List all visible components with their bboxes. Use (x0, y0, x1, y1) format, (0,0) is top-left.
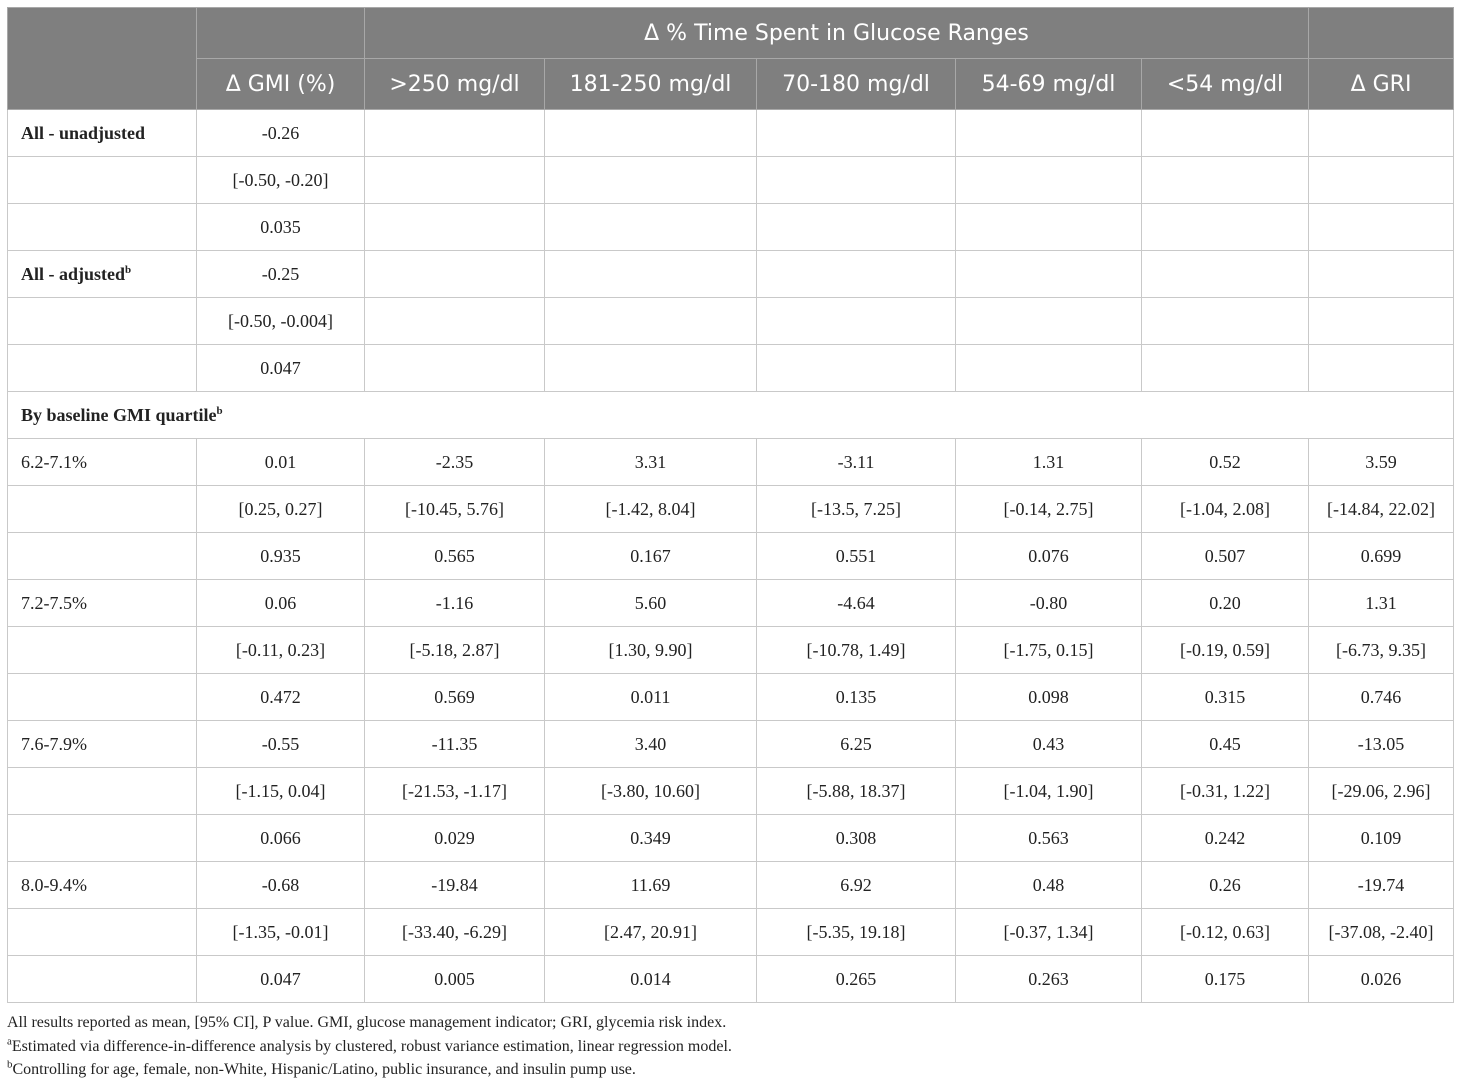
footnote-a (7, 1035, 1453, 1059)
footnote-mark: b (125, 263, 132, 276)
table-row (8, 768, 1454, 815)
empty-cell (365, 157, 545, 204)
empty-cell (8, 204, 197, 251)
cell-gt250-p: 0.565 (365, 533, 545, 580)
row-label-quartile: 7.2-7.5% (8, 580, 197, 627)
cell-54-69-ci: [-0.14, 2.75] (956, 486, 1142, 533)
cell-54-69-ci: [-0.37, 1.34] (956, 909, 1142, 956)
cell-70-180-mean: 6.25 (757, 721, 956, 768)
empty-cell (8, 627, 197, 674)
empty-cell (545, 298, 757, 345)
cell-gmi-ci: [-1.35, -0.01] (197, 909, 365, 956)
empty-cell (1142, 298, 1309, 345)
empty-cell (757, 110, 956, 157)
cell-gt250-mean: -19.84 (365, 862, 545, 909)
header-blank-cell (8, 8, 197, 110)
cell-lt54-p: 0.315 (1142, 674, 1309, 721)
header-gri-top (1309, 8, 1454, 59)
cell-gt250-ci: [-33.40, -6.29] (365, 909, 545, 956)
cell-lt54-mean: 0.20 (1142, 580, 1309, 627)
table-row (8, 862, 1454, 909)
row-label-quartile: 8.0-9.4% (8, 862, 197, 909)
cell-gmi-mean: -0.68 (197, 862, 365, 909)
section-label-quartile-text: By baseline GMI quartile (21, 404, 217, 425)
results-table (7, 7, 1454, 1003)
cell-54-69-p: 0.563 (956, 815, 1142, 862)
empty-cell (8, 345, 197, 392)
cell-54-69-mean: -0.80 (956, 580, 1142, 627)
header-range-lt54: <54 mg/dl (1142, 59, 1309, 110)
empty-cell (1309, 204, 1454, 251)
table-row (8, 486, 1454, 533)
cell-70-180-ci: [-10.78, 1.49] (757, 627, 956, 674)
cell-gri-p: 0.026 (1309, 956, 1454, 1003)
empty-cell (1142, 157, 1309, 204)
cell-181-250-mean: 11.69 (545, 862, 757, 909)
cell-gmi-mean: 0.01 (197, 439, 365, 486)
cell-181-250-p: 0.011 (545, 674, 757, 721)
cell-70-180-ci: [-5.35, 19.18] (757, 909, 956, 956)
header-gri: Δ GRI (1309, 59, 1454, 110)
cell-gri-mean: 3.59 (1309, 439, 1454, 486)
cell-54-69-ci: [-1.04, 1.90] (956, 768, 1142, 815)
cell-181-250-mean: 3.40 (545, 721, 757, 768)
empty-cell (8, 486, 197, 533)
empty-cell (365, 345, 545, 392)
table-footnotes (7, 1011, 1453, 1082)
cell-gmi-mean: -0.55 (197, 721, 365, 768)
cell-gt250-p: 0.005 (365, 956, 545, 1003)
row-label-quartile: 7.6-7.9% (8, 721, 197, 768)
cell-70-180-p: 0.308 (757, 815, 956, 862)
table-row (8, 580, 1454, 627)
row-label-adjusted (8, 251, 197, 298)
cell-gmi-ci: [0.25, 0.27] (197, 486, 365, 533)
cell-gmi-mean: -0.26 (197, 110, 365, 157)
empty-cell (1142, 204, 1309, 251)
table-row (8, 439, 1454, 486)
header-range-54-69: 54-69 mg/dl (956, 59, 1142, 110)
table-row (8, 674, 1454, 721)
empty-cell (1309, 110, 1454, 157)
footnote-a-mark: a (7, 1035, 12, 1048)
cell-54-69-ci: [-1.75, 0.15] (956, 627, 1142, 674)
empty-cell (757, 157, 956, 204)
cell-gri-ci: [-29.06, 2.96] (1309, 768, 1454, 815)
cell-181-250-ci: [1.30, 9.90] (545, 627, 757, 674)
table-row (8, 721, 1454, 768)
cell-lt54-ci: [-0.19, 0.59] (1142, 627, 1309, 674)
cell-lt54-p: 0.242 (1142, 815, 1309, 862)
header-range-181-250: 181-250 mg/dl (545, 59, 757, 110)
cell-181-250-p: 0.167 (545, 533, 757, 580)
cell-181-250-mean: 5.60 (545, 580, 757, 627)
cell-70-180-p: 0.265 (757, 956, 956, 1003)
cell-lt54-p: 0.507 (1142, 533, 1309, 580)
cell-54-69-mean: 1.31 (956, 439, 1142, 486)
table-row (8, 251, 1454, 298)
section-label-quartile (8, 392, 1454, 439)
cell-gt250-ci: [-21.53, -1.17] (365, 768, 545, 815)
footnote-b (7, 1058, 1453, 1082)
cell-gri-mean: -13.05 (1309, 721, 1454, 768)
cell-70-180-mean: 6.92 (757, 862, 956, 909)
cell-54-69-mean: 0.43 (956, 721, 1142, 768)
empty-cell (956, 251, 1142, 298)
empty-cell (956, 298, 1142, 345)
cell-gmi-mean: 0.06 (197, 580, 365, 627)
empty-cell (956, 110, 1142, 157)
cell-181-250-p: 0.014 (545, 956, 757, 1003)
cell-lt54-ci: [-0.12, 0.63] (1142, 909, 1309, 956)
empty-cell (1142, 251, 1309, 298)
empty-cell (757, 251, 956, 298)
empty-cell (545, 204, 757, 251)
cell-gt250-mean: -1.16 (365, 580, 545, 627)
cell-gri-mean: -19.74 (1309, 862, 1454, 909)
row-label-unadjusted: All - unadjusted (8, 110, 197, 157)
cell-lt54-p: 0.175 (1142, 956, 1309, 1003)
cell-gmi-ci: [-0.50, -0.004] (197, 298, 365, 345)
row-label-quartile: 6.2-7.1% (8, 439, 197, 486)
cell-70-180-p: 0.551 (757, 533, 956, 580)
empty-cell (545, 110, 757, 157)
table-header (8, 8, 1454, 110)
empty-cell (1309, 345, 1454, 392)
empty-cell (956, 204, 1142, 251)
empty-cell (365, 251, 545, 298)
cell-gt250-p: 0.029 (365, 815, 545, 862)
table-row (8, 627, 1454, 674)
cell-181-250-p: 0.349 (545, 815, 757, 862)
empty-cell (365, 298, 545, 345)
results-table-container (7, 7, 1453, 1082)
cell-lt54-mean: 0.26 (1142, 862, 1309, 909)
footnote-a-text: Estimated via difference-in-difference analysis by clustered, robust variance estimation, linear regression model. (11, 1037, 732, 1055)
empty-cell (8, 298, 197, 345)
table-row (8, 956, 1454, 1003)
cell-70-180-ci: [-5.88, 18.37] (757, 768, 956, 815)
empty-cell (956, 345, 1142, 392)
empty-cell (8, 815, 197, 862)
empty-cell (8, 157, 197, 204)
cell-lt54-mean: 0.52 (1142, 439, 1309, 486)
empty-cell (8, 909, 197, 956)
empty-cell (545, 157, 757, 204)
cell-gmi-p: 0.472 (197, 674, 365, 721)
cell-54-69-p: 0.076 (956, 533, 1142, 580)
cell-70-180-mean: -3.11 (757, 439, 956, 486)
cell-gri-mean: 1.31 (1309, 580, 1454, 627)
cell-70-180-p: 0.135 (757, 674, 956, 721)
cell-lt54-mean: 0.45 (1142, 721, 1309, 768)
cell-gmi-p: 0.047 (197, 956, 365, 1003)
empty-cell (8, 768, 197, 815)
table-row (8, 157, 1454, 204)
header-range-70-180: 70-180 mg/dl (757, 59, 956, 110)
empty-cell (8, 956, 197, 1003)
table-row (8, 110, 1454, 157)
table-row (8, 533, 1454, 580)
cell-gri-p: 0.699 (1309, 533, 1454, 580)
footnote-mark: b (216, 404, 223, 417)
cell-181-250-ci: [2.47, 20.91] (545, 909, 757, 956)
empty-cell (1142, 110, 1309, 157)
cell-gri-ci: [-14.84, 22.02] (1309, 486, 1454, 533)
empty-cell (956, 157, 1142, 204)
empty-cell (1309, 157, 1454, 204)
cell-lt54-ci: [-0.31, 1.22] (1142, 768, 1309, 815)
cell-gt250-mean: -11.35 (365, 721, 545, 768)
cell-gmi-p: 0.935 (197, 533, 365, 580)
cell-gmi-ci: [-0.50, -0.20] (197, 157, 365, 204)
cell-gmi-p: 0.047 (197, 345, 365, 392)
cell-gri-p: 0.746 (1309, 674, 1454, 721)
empty-cell (1309, 251, 1454, 298)
cell-gt250-ci: [-5.18, 2.87] (365, 627, 545, 674)
cell-181-250-mean: 3.31 (545, 439, 757, 486)
header-group-title: Δ % Time Spent in Glucose Ranges (365, 8, 1309, 59)
cell-70-180-ci: [-13.5, 7.25] (757, 486, 956, 533)
footnote-main: All results reported as mean, [95% CI], P value. GMI, glucose management indicator; GRI, glycemia risk index. (7, 1014, 727, 1031)
empty-cell (1309, 298, 1454, 345)
empty-cell (365, 110, 545, 157)
cell-gmi-p: 0.035 (197, 204, 365, 251)
cell-gmi-p: 0.066 (197, 815, 365, 862)
empty-cell (8, 674, 197, 721)
cell-gmi-ci: [-0.11, 0.23] (197, 627, 365, 674)
cell-lt54-ci: [-1.04, 2.08] (1142, 486, 1309, 533)
cell-gt250-p: 0.569 (365, 674, 545, 721)
empty-cell (757, 204, 956, 251)
table-row (8, 345, 1454, 392)
row-label-adjusted-text: All - adjusted (21, 263, 126, 284)
empty-cell (8, 533, 197, 580)
cell-54-69-p: 0.263 (956, 956, 1142, 1003)
header-gmi: Δ GMI (%) (197, 59, 365, 110)
empty-cell (757, 298, 956, 345)
table-row (8, 298, 1454, 345)
table-row (8, 815, 1454, 862)
cell-gt250-ci: [-10.45, 5.76] (365, 486, 545, 533)
empty-cell (757, 345, 956, 392)
cell-gri-p: 0.109 (1309, 815, 1454, 862)
footnote-b-text: Controlling for age, female, non-White, Hispanic/Latino, public insurance, and insulin pump use. (12, 1061, 636, 1078)
header-range-gt250: >250 mg/dl (365, 59, 545, 110)
empty-cell (545, 251, 757, 298)
cell-181-250-ci: [-3.80, 10.60] (545, 768, 757, 815)
empty-cell (1142, 345, 1309, 392)
table-row (8, 909, 1454, 956)
empty-cell (365, 204, 545, 251)
cell-54-69-mean: 0.48 (956, 862, 1142, 909)
cell-54-69-p: 0.098 (956, 674, 1142, 721)
header-gmi-top (197, 8, 365, 59)
table-row (8, 204, 1454, 251)
cell-gmi-ci: [-1.15, 0.04] (197, 768, 365, 815)
table-body (8, 110, 1454, 1003)
cell-gri-ci: [-6.73, 9.35] (1309, 627, 1454, 674)
table-row (8, 392, 1454, 439)
footnote-b-mark: b (7, 1058, 13, 1071)
cell-70-180-mean: -4.64 (757, 580, 956, 627)
cell-gmi-mean: -0.25 (197, 251, 365, 298)
cell-gri-ci: [-37.08, -2.40] (1309, 909, 1454, 956)
cell-181-250-ci: [-1.42, 8.04] (545, 486, 757, 533)
empty-cell (545, 345, 757, 392)
cell-gt250-mean: -2.35 (365, 439, 545, 486)
